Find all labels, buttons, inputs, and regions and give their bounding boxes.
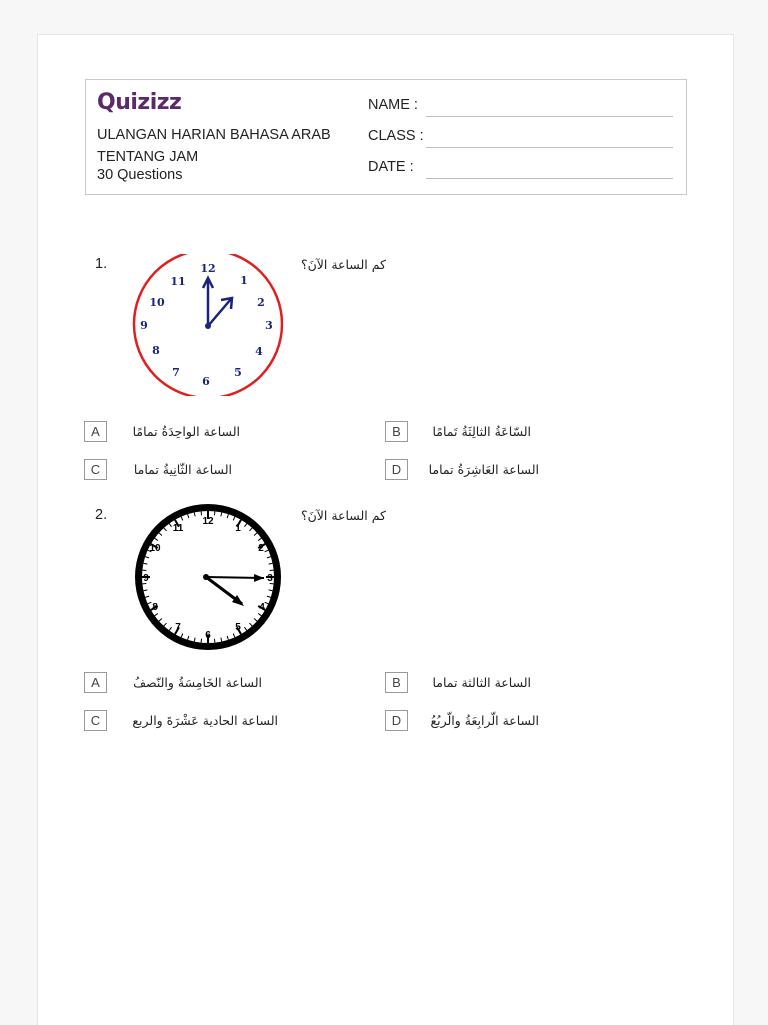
analog-clock-one-oclock xyxy=(131,254,285,396)
clock-numeral-11: 11 xyxy=(170,275,185,288)
worksheet-header xyxy=(85,79,687,195)
question-number: 2. xyxy=(95,507,107,523)
clock-numeral-10: 10 xyxy=(149,543,161,554)
option-text: الساعة الواحِدَةُ تمامًا xyxy=(133,424,240,439)
clock-numeral-2: 2 xyxy=(257,296,265,309)
clock-numeral-3: 3 xyxy=(267,573,273,584)
question-number: 1. xyxy=(95,256,107,272)
clock-numeral-6: 6 xyxy=(202,375,210,388)
clock-numeral-9: 9 xyxy=(143,573,149,584)
worksheet-title-line-2: TENTANG JAM xyxy=(97,149,198,165)
clock-numeral-4: 4 xyxy=(255,345,263,358)
option-letter[interactable]: D xyxy=(385,710,408,731)
option-text: الساعة الحادية عَشْرَةَ والربع xyxy=(132,713,278,728)
clock-center xyxy=(203,574,209,580)
clock-numeral-9: 9 xyxy=(140,319,148,332)
option-letter[interactable]: C xyxy=(84,710,107,731)
question-text: كم الساعة الآنَ؟ xyxy=(301,508,386,523)
option-text: الساعة العَاشِرَةُ تماما xyxy=(429,462,539,477)
option-text: السّاعَةُ الثالِثَةُ تَمامًا xyxy=(432,424,531,439)
clock-numeral-8: 8 xyxy=(152,344,160,357)
option-letter[interactable]: B xyxy=(385,672,408,693)
option-text: الساعة الخَامِسَةُ والنّصفُ xyxy=(133,675,262,690)
clock-numeral-10: 10 xyxy=(149,296,165,309)
clock-numeral-7: 7 xyxy=(175,622,181,633)
clock-numeral-12: 12 xyxy=(202,516,214,527)
clock-numeral-4: 4 xyxy=(259,602,265,613)
worksheet-title-line-1: ULANGAN HARIAN BAHASA ARAB xyxy=(97,127,331,143)
option-text: الساعة الّرابِعَةُ والّربُعُ xyxy=(430,713,539,728)
clock-numeral-3: 3 xyxy=(265,319,273,332)
option-letter[interactable]: D xyxy=(385,459,408,480)
option-text: الساعة الثالثة تماما xyxy=(432,675,531,690)
clock-numeral-5: 5 xyxy=(234,366,242,379)
date-field[interactable] xyxy=(426,178,673,179)
clock-numeral-2: 2 xyxy=(258,543,264,554)
clock-numeral-7: 7 xyxy=(172,366,180,379)
clock-numeral-11: 11 xyxy=(173,523,184,534)
worksheet-page xyxy=(37,34,734,1025)
clock-numeral-1: 1 xyxy=(235,523,241,534)
date-label: DATE : xyxy=(368,159,414,175)
analog-clock-four-fifteen xyxy=(128,503,288,651)
class-field[interactable] xyxy=(426,147,673,148)
question-text: كم الساعة الآنَ؟ xyxy=(301,257,386,272)
option-letter[interactable]: A xyxy=(84,421,107,442)
option-letter[interactable]: A xyxy=(84,672,107,693)
quizizz-logo: Quizizz xyxy=(97,90,181,115)
clock-numeral-6: 6 xyxy=(205,630,211,641)
class-label: CLASS : xyxy=(368,128,424,144)
name-label: NAME : xyxy=(368,97,418,113)
question-count: 30 Questions xyxy=(97,167,182,183)
option-letter[interactable]: C xyxy=(84,459,107,480)
clock-center xyxy=(205,323,211,329)
clock-numeral-12: 12 xyxy=(200,262,215,275)
name-field[interactable] xyxy=(426,116,673,117)
clock-numeral-8: 8 xyxy=(152,602,158,613)
option-letter[interactable]: B xyxy=(385,421,408,442)
clock-numeral-1: 1 xyxy=(240,274,248,287)
option-text: الساعة الثّانِيةُ تماما xyxy=(134,462,232,477)
clock-numeral-5: 5 xyxy=(235,622,241,633)
